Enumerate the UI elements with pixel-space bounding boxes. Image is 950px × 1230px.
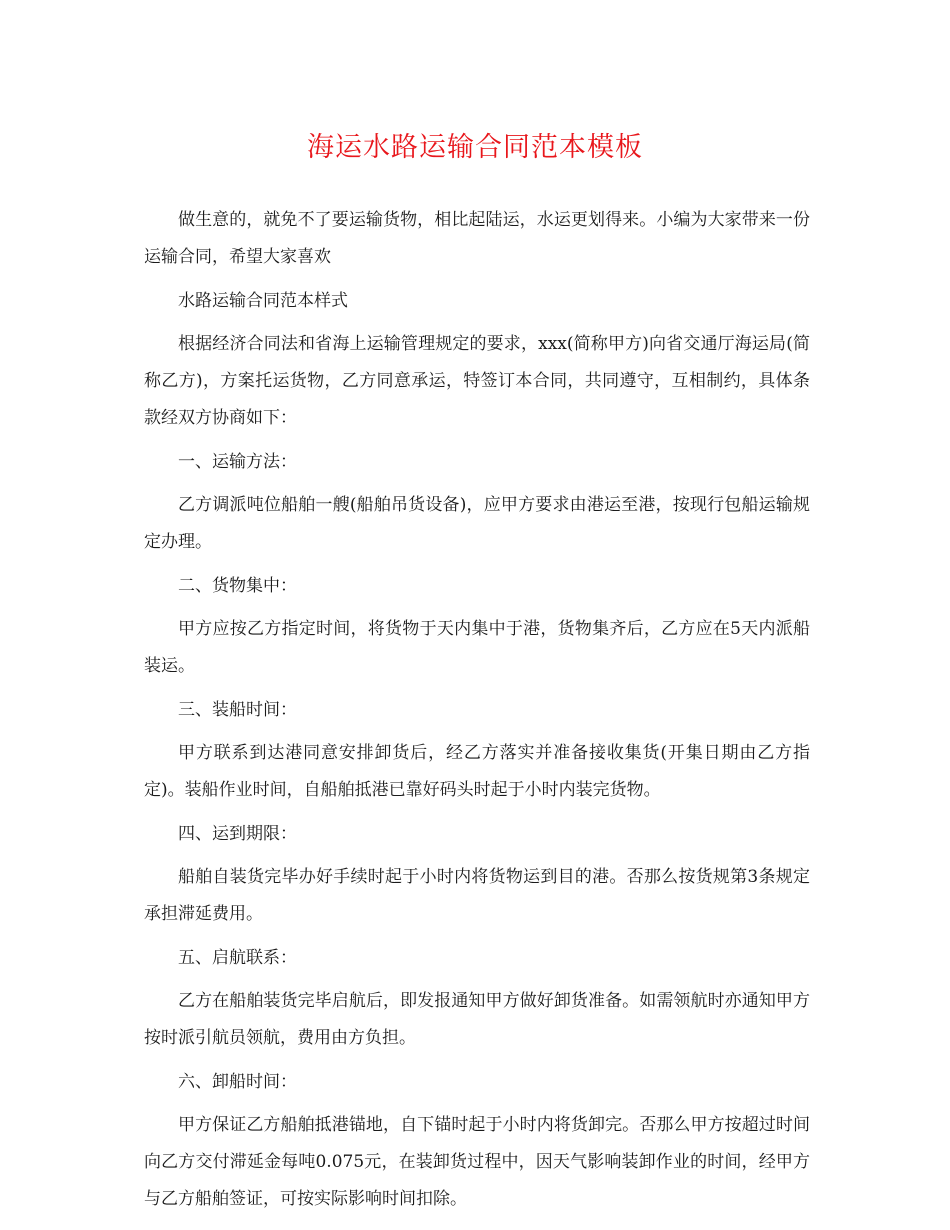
- section-6-heading: 六、卸船时间：: [178, 1072, 297, 1092]
- section-1-text: 乙方调派吨位船舶一艘(船舶吊货设备)，应甲方要求由港运至港，按现行包船运输规定办理。: [144, 495, 810, 552]
- section-4-heading: 四、运到期限：: [178, 824, 297, 844]
- section-5-heading: 五、启航联系：: [178, 948, 297, 968]
- section-2-heading: 二、货物集中：: [178, 576, 297, 596]
- section-6-text: 甲方保证乙方船舶抵港锚地，自下锚时起于小时内将货卸完。否那么甲方按超过时间向乙方交付滞延金每吨0.075元，在装卸货过程中，因天气影响装卸作业的时间，经甲方与乙方船舶签证，可按实际影响时间扣除。: [144, 1115, 810, 1209]
- contract-style-heading: 水路运输合同范本样式: [178, 291, 348, 311]
- intro-paragraph: 做生意的，就免不了要运输货物，相比起陆运，水运更划得来。小编为大家带来一份运输合同，希望大家喜欢: [144, 210, 810, 267]
- section-4-text: 船舶自装货完毕办好手续时起于小时内将货物运到目的港。否那么按货规第3条规定承担滞延费用。: [144, 867, 810, 924]
- section-2-text: 甲方应按乙方指定时间，将货物于天内集中于港，货物集齐后，乙方应在5天内派船装运。: [144, 619, 810, 676]
- section-1-heading: 一、运输方法：: [178, 452, 297, 472]
- preamble-paragraph: 根据经济合同法和省海上运输管理规定的要求，xxx(简称甲方)向省交通厅海运局(简称乙方)，方案托运货物，乙方同意承运，特签订本合同，共同遵守，互相制约，具体条款经双方协商如下：: [144, 334, 810, 428]
- section-3-heading: 三、装船时间：: [178, 700, 297, 720]
- document-body: [144, 202, 810, 1225]
- section-3-text: 甲方联系到达港同意安排卸货后，经乙方落实并准备接收集货(开集日期由乙方指定)。装船作业时间，自船舶抵港已靠好码头时起于小时内装完货物。: [144, 743, 810, 800]
- document-title: 海运水路运输合同范本模板: [307, 132, 643, 163]
- section-5-text: 乙方在船舶装货完毕启航后，即发报通知甲方做好卸货准备。如需领航时亦通知甲方按时派引航员领航，费用由方负担。: [144, 991, 810, 1048]
